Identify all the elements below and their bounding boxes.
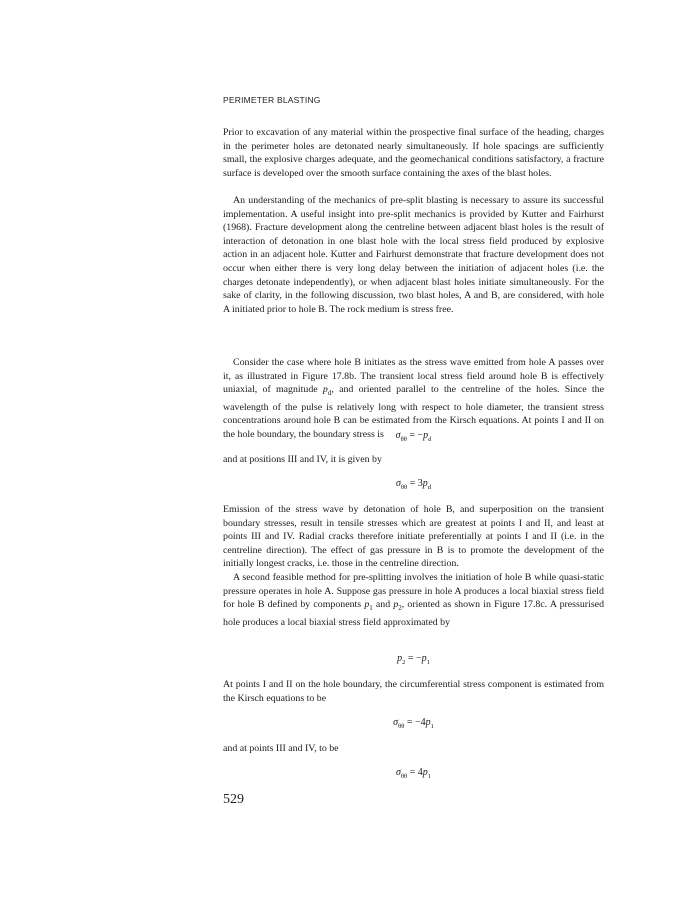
equation: $p_2 = -p_1$: [397, 653, 430, 666]
paragraph-4: [223, 453, 604, 467]
equation-2: [223, 477, 604, 494]
paragraph-8: [223, 742, 604, 756]
paragraph-text: Consider the case where hole B initiates as the stress wave emitted from hole A passes over it, as illustrated in Figure 17.8b. The transient local stress field around hole B is effectively uniaxial, of magnitude $p_d$, and oriented parallel to the centreline of the holes. Since the wavelength of the pulse is relatively long with respect to hole diameter, the transient stress concentrations around hole B can be estimated from the Kirsch equations. At points I and II on the hole boundary, the boundary stress is: [223, 357, 604, 440]
paragraph-2: [223, 194, 604, 316]
paragraph-text: and at points III and IV, to be: [223, 743, 339, 754]
paragraph-text: Prior to excavation of any material within the prospective final surface of the heading, charges in the perimeter holes are detonated nearly simultaneously. If hole spacings are sufficiently small, the explosive charges adequate, and the geomechanical conditions satisfactory, a fracture surface is developed over the smooth surface containing the axes of the blast holes.: [223, 127, 604, 179]
equation: $\sigma_{\theta\theta} = -p_d$: [395, 430, 432, 443]
running-head: PERIMETER BLASTING: [223, 95, 321, 105]
paragraph-text: An understanding of the mechanics of pre-split blasting is necessary to assure its successful implementation. A useful insight into pre-split mechanics is provided by Kutter and Fairhurst (1968). Fracture development along the centreline between adjacent blast holes is the result of interaction of detonation in one blast hole with the local stress field produced by explosive action in an adjacent hole. Kutter and Fairhurst demonstrate that fracture development does not occur when either there is very long delay between the initiation of adjacent holes (i.e. the charges detonate independently), or when adjacent blast holes initiate simultaneously. For the sake of clarity, in the following discussion, two blast holes, A and B, are considered, with hole A initiated prior to hole B. The rock medium is stress free.: [223, 195, 604, 315]
page-number: 529: [223, 792, 244, 807]
paragraph-text: and at positions III and IV, it is given by: [223, 454, 382, 465]
equation: $\sigma_{\theta\theta} = -4p_1$: [393, 717, 434, 730]
paragraph-text: A second feasible method for pre-splitting involves the initiation of hole B while quasi-static pressure operates in hole A. Suppose gas pressure in hole A produces a local biaxial stress field for hole B defined by components $p_1$ and $p_2$, oriented as shown in Figure 17.8c. A pressurised hole produces a local biaxial stress field approximated by: [223, 572, 605, 628]
paragraph-5: [223, 503, 604, 571]
equation-5: [223, 766, 604, 783]
equation-1: [223, 429, 604, 446]
paragraph-text: At points I and II on the hole boundary, the circumferential stress component is estimated from the Kirsch equations to be: [223, 679, 604, 704]
equation: $\sigma_{\theta\theta} = 3p_d$: [395, 478, 432, 491]
equation: $\sigma_{\theta\theta} = 4p_1$: [395, 767, 432, 780]
paragraph-7: [223, 678, 604, 705]
paragraph-text: Emission of the stress wave by detonation of hole B, and superposition on the transient boundary stresses, result in tensile stresses which are greatest at points I and II, and least at points III and IV. Radial cracks therefore initiate preferentially at points I and II (i.e. in the centreline direction). The effect of gas pressure in B is to promote the development of the initially longest cracks, i.e. those in the centreline direction.: [223, 504, 604, 570]
paragraph-6: [223, 571, 604, 629]
paragraph-1: [223, 126, 604, 180]
equation-3: [223, 652, 604, 669]
equation-4: [223, 716, 604, 733]
